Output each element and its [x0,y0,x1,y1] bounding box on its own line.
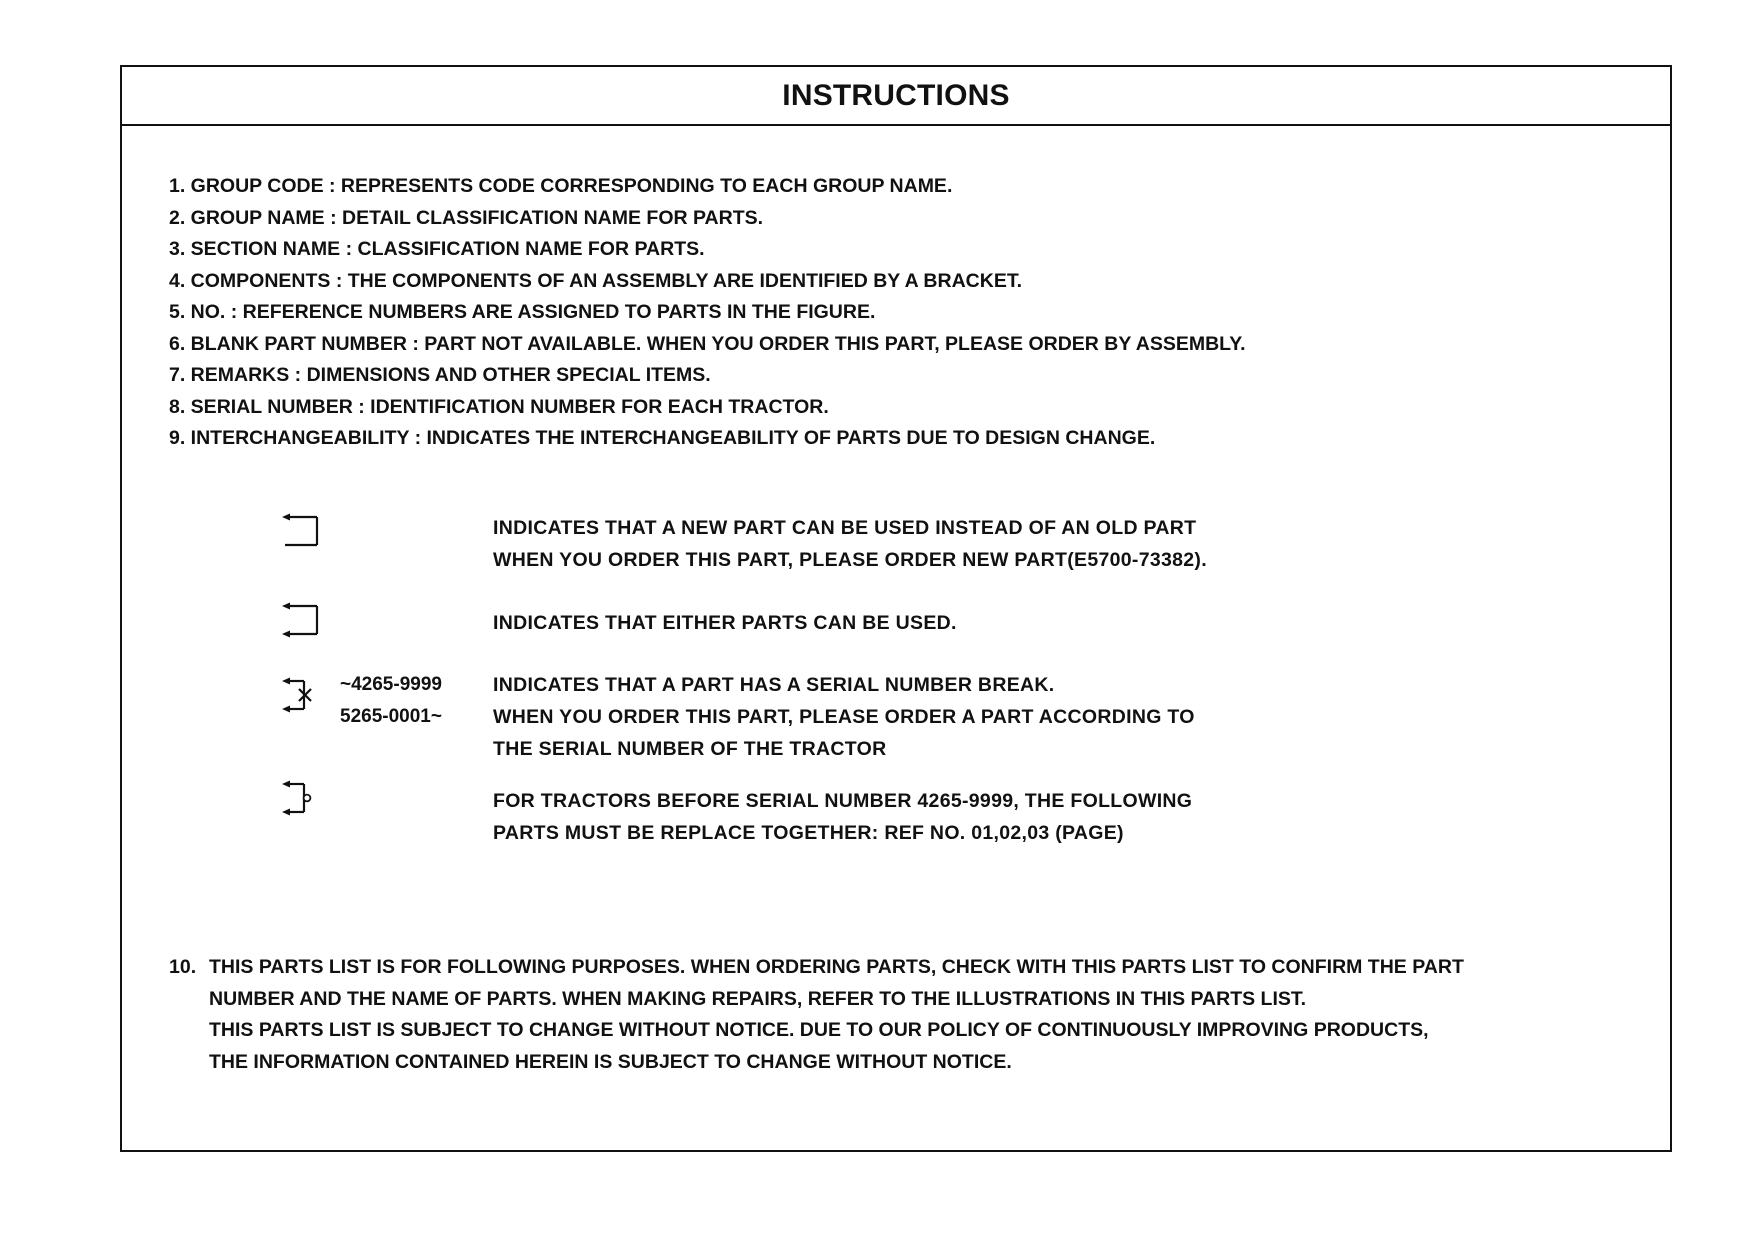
list-item: 4. COMPONENTS : THE COMPONENTS OF AN ASSEMBLY ARE IDENTIFIED BY A BRACKET. [169,269,1023,292]
page-title: INSTRUCTIONS [782,78,1010,112]
description-line: WHEN YOU ORDER THIS PART, PLEASE ORDER NEW PART(E5700-73382). [493,549,1207,571]
serial-before: ~4265-9999 [340,674,442,695]
instruction-list [169,171,1246,455]
item-10-text [209,952,1464,1078]
symbol-description [493,607,957,639]
item-10-line: THE INFORMATION CONTAINED HEREIN IS SUBJECT TO CHANGE WITHOUT NOTICE. [209,1050,1012,1073]
description-line: THE SERIAL NUMBER OF THE TRACTOR [493,738,887,760]
serial-range [340,669,442,733]
list-item: 6. BLANK PART NUMBER : PART NOT AVAILABLE. WHEN YOU ORDER THIS PART, PLEASE ORDER BY ASSEMBLY. [169,332,1246,355]
either-part-bracket-icon [282,601,322,641]
list-item: 9. INTERCHANGEABILITY : INDICATES THE INTERCHANGEABILITY OF PARTS DUE TO DESIGN CHANGE. [169,427,1156,449]
list-item: 2. GROUP NAME : DETAIL CLASSIFICATION NAME FOR PARTS. [169,206,764,229]
item-10 [169,952,1464,1078]
symbol-description [493,669,1195,765]
list-item: 8. SERIAL NUMBER : IDENTIFICATION NUMBER FOR EACH TRACTOR. [169,395,829,418]
replace-together-bracket-icon [282,779,322,819]
instructions-frame [120,65,1672,1152]
list-item: 7. REMARKS : DIMENSIONS AND OTHER SPECIAL ITEMS. [169,364,711,386]
serial-after: 5265-0001~ [340,706,442,727]
symbol-description [493,785,1192,849]
serial-break-bracket-icon [282,676,322,716]
list-item: 5. NO. : REFERENCE NUMBERS ARE ASSIGNED TO PARTS IN THE FIGURE. [169,301,876,323]
item-10-line: NUMBER AND THE NAME OF PARTS. WHEN MAKING REPAIRS, REFER TO THE ILLUSTRATIONS IN THIS PARTS LIST. [209,987,1307,1010]
item-10-line: THIS PARTS LIST IS SUBJECT TO CHANGE WITHOUT NOTICE. DUE TO OUR POLICY OF CONTINUOUSLY IMPROVING PRODUCTS, [209,1019,1429,1041]
description-line: PARTS MUST BE REPLACE TOGETHER: REF NO. 01,02,03 (PAGE) [493,822,1124,844]
title-bar [122,67,1670,126]
description-line: INDICATES THAT EITHER PARTS CAN BE USED. [493,612,957,634]
item-10-line: THIS PARTS LIST IS FOR FOLLOWING PURPOSES. WHEN ORDERING PARTS, CHECK WITH THIS PARTS LIST TO CONFIRM THE PART [209,956,1464,978]
symbol-description [493,512,1207,576]
description-line: WHEN YOU ORDER THIS PART, PLEASE ORDER A PART ACCORDING TO [493,706,1195,728]
item-10-number: 10. [169,956,197,978]
description-line: INDICATES THAT A PART HAS A SERIAL NUMBER BREAK. [493,674,1055,696]
description-line: INDICATES THAT A NEW PART CAN BE USED INSTEAD OF AN OLD PART [493,517,1197,539]
list-item: 3. SECTION NAME : CLASSIFICATION NAME FOR PARTS. [169,238,705,260]
description-line: FOR TRACTORS BEFORE SERIAL NUMBER 4265-9999, THE FOLLOWING [493,790,1193,812]
list-item: 1. GROUP CODE : REPRESENTS CODE CORRESPONDING TO EACH GROUP NAME. [169,175,953,197]
new-replaces-old-bracket-icon [282,512,322,552]
